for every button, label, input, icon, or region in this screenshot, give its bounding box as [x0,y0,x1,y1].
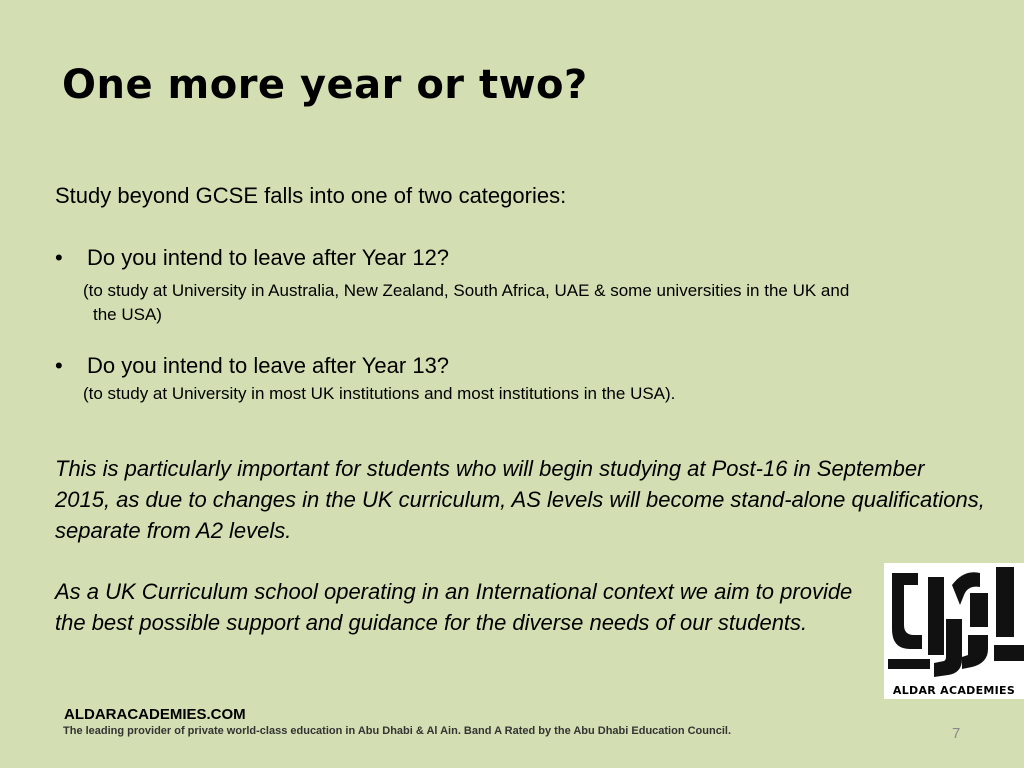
intro-text: Study beyond GCSE falls into one of two categories: [55,183,567,208]
note-line: (to study at University in Australia, New Zealand, South Africa, UAE & some universities in the UK and [83,281,850,300]
bullet-text: Do you intend to leave after Year 12? [87,245,450,270]
bullet-marker: • [55,245,63,270]
note-line: the USA) [93,305,162,324]
bullet-year-13-note: (to study at University in most UK institutions and most institutions in the USA). [83,384,676,403]
page-number: 7 [952,725,961,742]
aldar-academies-logo [884,563,1024,699]
footer-tagline: The leading provider of private world-class education in Abu Dhabi & Al Ain. Band A Rated by the Abu Dhabi Education Council. [63,725,731,737]
bullet-year-13 [55,353,449,379]
logo-text: ALDAR ACADEMIES [892,684,1016,697]
bullet-year-12-note [83,279,993,327]
logo-mark-icon [884,563,1024,681]
bullet-year-12 [55,245,449,271]
support-paragraph: As a UK Curriculum school operating in an International context we aim to provide the best possible support and guidance for the diverse needs of our students. [55,579,853,635]
bullet-marker: • [55,353,63,378]
footer-website: ALDARACADEMIES.COM [64,706,246,723]
slide-title: One more year or two? [62,62,588,108]
importance-paragraph: This is particularly important for students who will begin studying at Post-16 in September 2015, as due to changes in the UK curriculum, AS levels will become stand-alone qualifications, separate from A2 levels. [55,456,985,543]
bullet-text: Do you intend to leave after Year 13? [87,353,450,378]
